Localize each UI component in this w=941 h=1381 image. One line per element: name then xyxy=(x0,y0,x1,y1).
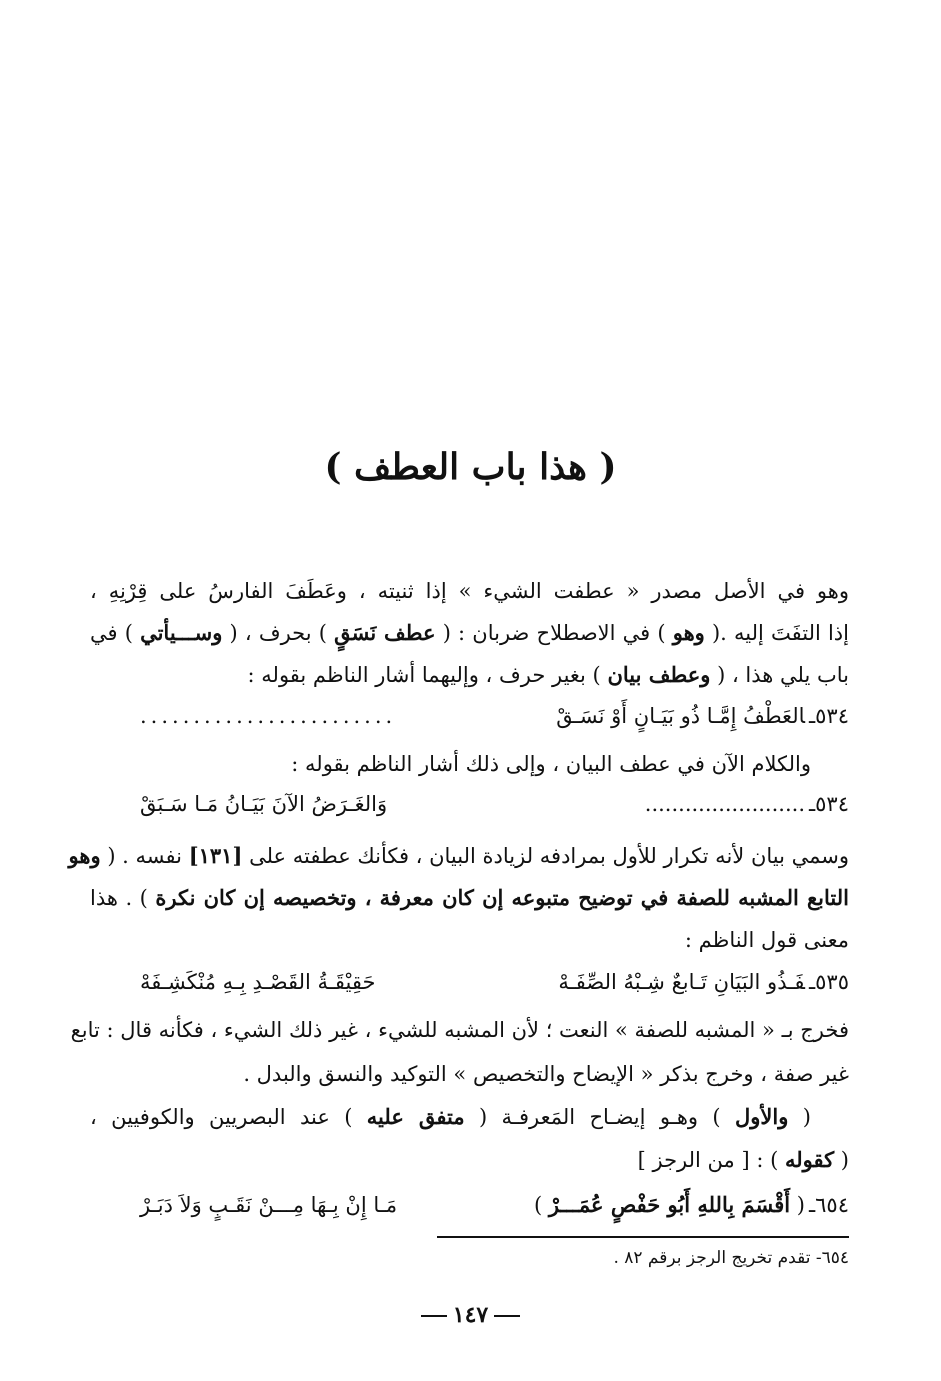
dash-left xyxy=(494,1315,520,1317)
text-run: ) عند البصريين والكوفيين ، xyxy=(90,1105,353,1129)
bold-term: وهو xyxy=(672,620,705,645)
text-run: ) بغير حرف ، وإليهما أشار الناظم بقوله : xyxy=(247,663,601,687)
verse-left-hemistich: حَقِيْقَـةُ القَصْـدِ بِـهِ مُنْكَشِـفَهْ xyxy=(140,970,376,994)
verse-text: وَالغَـرَضُ الآنَ بَيَـانُ مَـا سَـبَقْ xyxy=(140,792,388,816)
bold-term: وهو xyxy=(68,843,101,868)
verse-534-first xyxy=(140,704,849,728)
paragraph-5-line-1 xyxy=(90,1104,811,1130)
verse-left-hemistich: مَـا إِنْ بِـهَا مِـــنْ نَقَـبٍ وَلاَ دَبَـرْ xyxy=(140,1193,398,1217)
paragraph-1-line-3 xyxy=(90,662,849,688)
verse-text: أَقْسَمَ بِاللهِ أَبُو حَفْصٍ عُمَـــرْ xyxy=(548,1192,791,1217)
text-run: ) xyxy=(533,1193,543,1217)
paragraph-1-line-2 xyxy=(90,620,849,646)
text-run: باب يلي هذا ، ( xyxy=(717,663,849,687)
page-number-text: ١٤٧ xyxy=(452,1302,489,1328)
text-run: ) وهـو إيضـاح المَعرفـة ( xyxy=(478,1105,721,1129)
bold-term: عطف نَسَقٍ xyxy=(334,620,436,645)
bold-term: والأول xyxy=(735,1104,789,1129)
chapter-title: ( هذا باب العطف ) xyxy=(324,446,617,488)
text-run: ) : [ من الرجز ] xyxy=(637,1148,779,1172)
dash-right xyxy=(421,1315,447,1317)
text-run: ) في الاصطلاح ضربان : ( xyxy=(442,621,666,645)
text-run: ( xyxy=(840,1148,849,1172)
paragraph-4-line-1: فخرج بـ « المشبه للصفة » النعت ؛ لأن المشبه للشيء ، غير ذلك الشيء ، فكأنه قال : تابع xyxy=(70,1018,849,1042)
bold-term: وســـيأتي xyxy=(140,620,223,645)
bold-term: وعطف بيان xyxy=(607,662,711,687)
text-run: ( xyxy=(796,1193,805,1217)
verse-ellipsis: ........................ xyxy=(140,704,397,728)
paragraph-1-line-1: وهو في الأصل مصدر « عطفت الشيء » إذا ثنيته ، وعَطَفَ الفارسُ على قِرْنِهِ ، xyxy=(90,579,849,603)
verse-535 xyxy=(140,970,849,994)
reference-number: [١٣١] xyxy=(188,843,243,868)
text-run: ) في xyxy=(90,621,133,645)
verse-534-second xyxy=(140,792,849,816)
verse-right-hemistich xyxy=(558,970,849,994)
text-run: ) بحرف ، ( xyxy=(229,621,327,645)
paragraph-2: والكلام الآن في عطف البيان ، وإلى ذلك أشار الناظم بقوله : xyxy=(291,752,811,776)
page-number xyxy=(0,1302,941,1328)
paragraph-3-line-1 xyxy=(68,843,849,869)
footnote: ٦٥٤- تقدم تخريج الرجز برقم ٨٢ . xyxy=(613,1248,849,1268)
text-run: نفسه . ( xyxy=(107,844,182,868)
verse-number: ٦٥٤ـ xyxy=(809,1193,849,1217)
bold-term: كقوله xyxy=(784,1147,835,1172)
verse-ellipsis: ........................ xyxy=(644,792,805,816)
verse-number: ٥٣٤ـ xyxy=(809,704,849,728)
paragraph-4-line-2: غير صفة ، وخرج بذكر « الإيضاح والتخصيص » التوكيد والنسق والبدل . xyxy=(243,1062,849,1086)
footnote-divider xyxy=(437,1236,849,1238)
verse-text: العَطْفُ إِمَّـا ذُو بَيَـانٍ أَوْ نَسَـقْ xyxy=(556,704,805,728)
paragraph-3-line-3: معنى قول الناظم : xyxy=(684,928,849,952)
paragraph-5-line-2 xyxy=(90,1147,849,1173)
verse-right-hemistich xyxy=(645,792,849,816)
verse-text: فَـذُو البَيَانِ تَـابعٌ شِـبْهُ الصِّفَـهْ xyxy=(558,970,805,994)
text-run: ( xyxy=(802,1105,811,1129)
verse-right-hemistich xyxy=(534,1192,849,1217)
verse-right-hemistich xyxy=(556,704,849,728)
text-run: إذا التفَتَ إليه .( xyxy=(711,621,849,645)
paragraph-3-line-2 xyxy=(90,885,849,911)
verse-654 xyxy=(140,1192,849,1217)
verse-number: ٥٣٥ـ xyxy=(809,970,849,994)
text-run: وسمي بيان لأنه تكرار للأول بمرادفه لزيادة البيان ، فكأنك عطفته على xyxy=(249,844,849,868)
bold-term: متفق عليه xyxy=(366,1104,465,1129)
verse-number: ٥٣٤ـ xyxy=(809,792,849,816)
definition-text: التابع المشبه للصفة في توضيح متبوعه إن كان معرفة ، وتخصيصه إن كان نكرة xyxy=(155,885,849,910)
text-run: ) . هذا xyxy=(90,886,148,910)
